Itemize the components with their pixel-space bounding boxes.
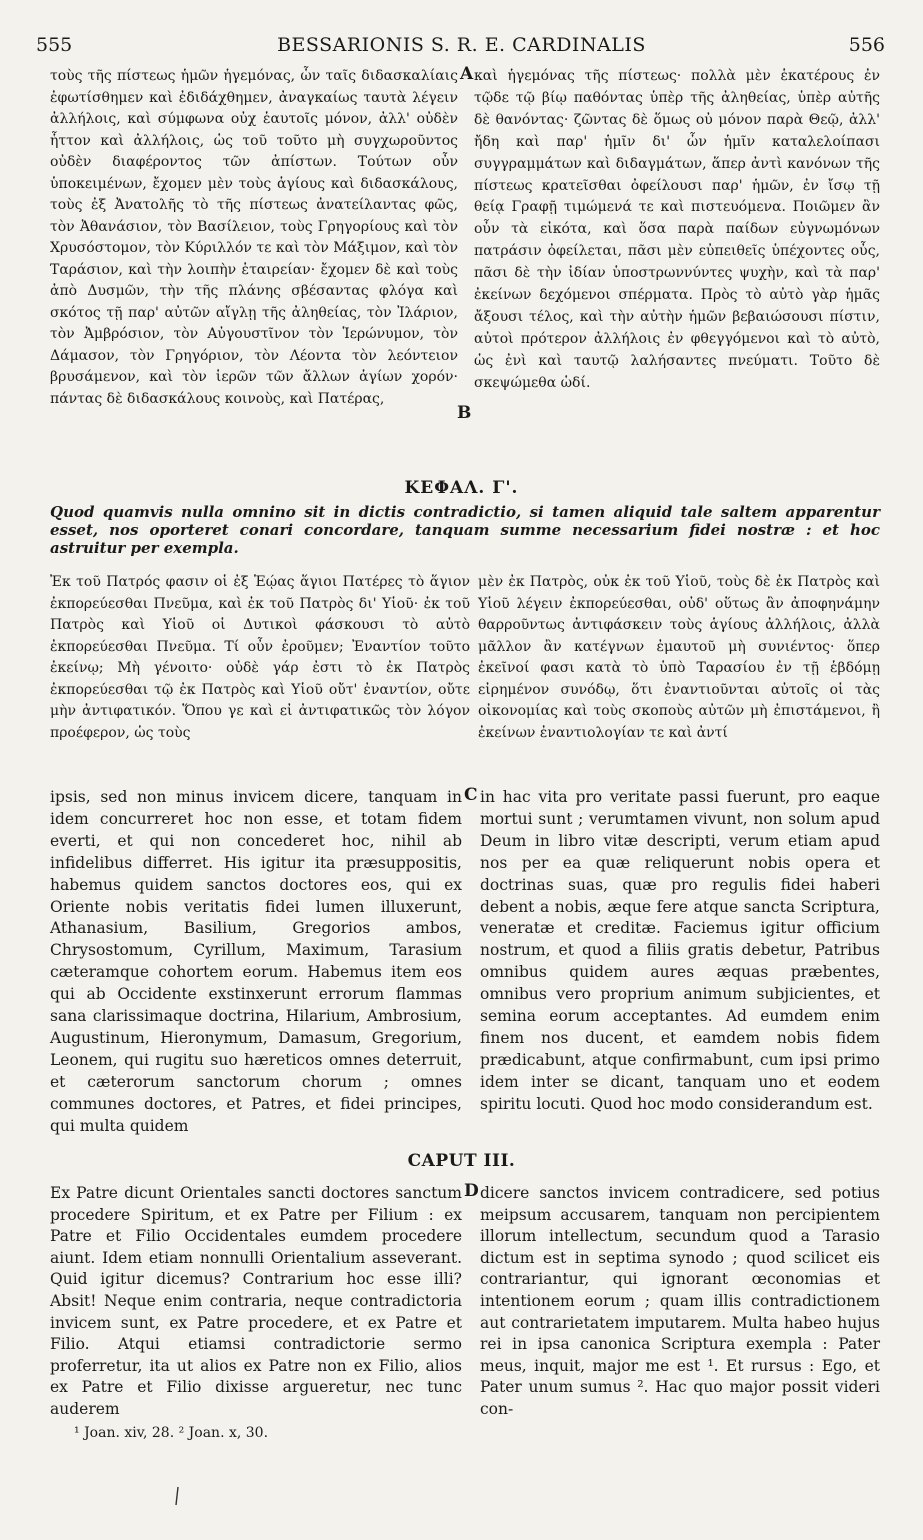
ink-stroke-mark <box>174 1486 180 1506</box>
greek-chapter-column-left: Ἐκ τοῦ Πατρός φασιν οἱ ἐξ Ἑῴας ἅγιοι Πατέρες τὸ ἅγιον ἐκπορεύεσθαι Πνεῦμα, καὶ ἐκ τοῦ Πατρὸς δι' Υἱοῦ· ἐκ τοῦ Πατρὸς καὶ Υἱοῦ οἱ Δυτικοὶ φάσκουσι τὸ αὐτὸ ἐκπορεύεσθαι Πνεῦμα. Τί οὖν ἐροῦμεν; Ἐναντίον τοῦτο ἐκείνῳ; Μὴ γένοιτο· οὐδὲ γάρ ἐστι τὸ ἐκ Πατρὸς ἐκπορεύεσθαι τῷ ἐκ Πατρὸς καὶ Υἱοῦ οὔτ' ἐναντίον, οὔτε μὴν ἀντιφατικόν. Ὅπου γε καὶ εἰ ἀντιφατικῶς τὸν λόγον προέφερον, ὡς τοὺς <box>50 574 470 741</box>
footnotes: ¹ Joan. xiv, 28. ² Joan. x, 30. <box>74 1425 269 1441</box>
margin-marker-d: D <box>464 1181 479 1201</box>
page-number-left: 555 <box>36 34 73 56</box>
margin-marker-b: B <box>457 403 472 423</box>
greek-text-column-right: καὶ ἡγεμόνας τῆς πίστεως· πολλὰ μὲν ἑκατέρους ἐν τῷδε τῷ βίῳ παθόντας ὑπὲρ τῆς ἀληθείας, ὑπὲρ αὐτῆς δὲ θανόντας· ζῶντας δὲ ὅμως οὐ μόνον παρὰ Θεῷ, ἀλλ' ἤδη καὶ παρ' ἡμῖν δι' ὧν ἡμῖν καταλελοίπασι συγγραμμάτων καὶ διδαγμάτων, ἅπερ ἀντὶ κανόνων τῆς πίστεως κρατεῖσθαι ὀφείλουσι παρ' ἡμῶν, ἐν ἴσῳ τῇ θείᾳ Γραφῇ τιμώμενά τε καὶ πιστευόμενα. Ποιῶμεν ἂν οὖν τὰ εἰκότα, καὶ ὅσα παρὰ παίδων εὐγνωμόνων πατράσιν ὀφείλεται, πᾶσι μὲν εὐπειθεῖς ὑπέχοντες οὖς, πᾶσι δὲ τὴν ἰδίαν ὑποστρωννύντες ψυχὴν, καὶ τὰ παρ' ἐκείνων δεχόμενοι σπέρματα. Πρὸς τὸ αὐτὸ γὰρ ἡμᾶς ἄξουσι τέλος, καὶ τὴν αὐτὴν ἡμῶν βεβαιώσουσι πίστιν, αὐτοὶ πρότερον ἀλλήλοις ἐν φθεγγόμενοι καὶ τὸ αὐτὸ, ὡς ἐνὶ καὶ ταυτῷ λαλήσαντες πνεύματι. Τοῦτο δὲ σκεψώμεθα ὡδί. <box>474 68 880 391</box>
caput-heading: CAPUT III. <box>407 1151 516 1171</box>
latin-text-column-right: in hac vita pro veritate passi fuerunt, pro eaque mortui sunt ; verumtamen vivunt, non solum apud Deum in libro vitæ descripti, verum etiam apud nos per ea quæ reliquerunt nobis opera et doctrinas suas, quæ pro regulis fidei haberi debent a nobis, æque fere atque sancta Scriptura, veneratæ et creditæ. Faciemus igitur officium nostrum, et quod a filiis gratis debetur, Patribus omnibus quidem aures æquas præbentes, omnibus vero proprium animum subjicientes, et semina eorum acceptantes. Ad eumdem enim finem nos ducent, et eamdem nobis fidem prædicabunt, atque confirmabunt, cum ipsi primo idem inter se dicant, tanquam uno et eodem spiritu locuti. Quod hoc modo considerandum est. <box>480 788 880 1113</box>
margin-marker-c: C <box>464 785 478 805</box>
kefalaion-heading: ΚΕΦΑΛ. Γ'. <box>404 478 519 498</box>
greek-text-column-left: τοὺς τῆς πίστεως ἡμῶν ἡγεμόνας, ὧν ταῖς διδασκαλίαις ἐφωτίσθημεν καὶ ἐδιδάχθημεν, ἀναγκαίως ταυτὰ λέγειν ἀλλήλοις, καὶ σύμφωνα οὐχ ἑαυτοῖς μόνον, ἀλλ' οὐδὲν ἧττον καὶ ἀλλήλοις, ὡς τοῦ τοῦτο μὴ συγχωροῦντος οὐδὲν διαφέροντος τῶν ἀπίστων. Τούτων οὖν ὑποκειμένων, ἔχομεν μὲν τοὺς ἁγίους καὶ διδασκάλους, τοὺς ἐξ Ἀνατολῆς τὸ τῆς πίστεως ἀνατείλαντας φῶς, τὸν Ἀθανάσιον, τὸν Βασίλειον, τοὺς Γρηγορίους καὶ τὸν Χρυσόστομον, τὸν Κύριλλόν τε καὶ τὸν Μάξιμον, καὶ τὸν Ταράσιον, καὶ τὴν λοιπὴν ἑταιρείαν· ἔχομεν δὲ καὶ τοὺς ἀπὸ Δυσμῶν, τὴν τῆς πλάνης σβέσαντας φλόγα καὶ σκότος τῇ παρ' αὐτῶν αἴγλῃ τῆς ἀληθείας, τὸν Ἰλάριον, τὸν Ἀμβρόσιον, τὸν Αὐγουστῖνον τὸν Ἱερώνυμον, τὸν Δάμασον, τὸν Γρηγόριον, τὸν Λέοντα τὸν λεόντειον βρυσάμενον, καὶ τὸν ἱερῶν τῶν ἄλλων ἁγίων χορόν· πάντας δὲ διδασκάλους κοινοὺς, καὶ Πατέρας, <box>50 68 458 407</box>
latin-text-column-left: ipsis, sed non minus invicem dicere, tanquam in idem concurreret hoc non esse, et totam fidem everti, et qui non concederet hoc, nihil ab infidelibus differret. His igitur ita præsuppositis, habemus quidem sanctos doctores eos, qui ex Oriente nobis veritatis fidei lumen illuxerunt, Athanasium, Basilium, Gregorios ambos, Chrysostomum, Cyrillum, Maximum, Tarasium cæteramque cohortem eorum. Habemus item eos qui ab Occidente exstinxerunt errorum flammas sana clarissimaque doctrina, Hilarium, Ambrosium, Augustinum, Hieronymum, Damasum, Gregorium, Leonem, qui rugitu suo hæreticos omnes deterruit, et cæterorum sanctorum chorum ; omnes communes doctores, et Patres, et fidei principes, qui multa quidem <box>50 788 462 1135</box>
page-number-right: 556 <box>848 34 885 56</box>
latin-chapter-column-right: dicere sanctos invicem contradicere, sed potius meipsum accusarem, tanquam non percipientem illorum intellectum, secundum quod a Tarasio dictum est in septima synodo ; quod scilicet eis contrariantur, qui ignorant œconomias et intentionem eorum ; quam illis contradictionem aut contrarietatem imputarem. Multa habeo hujus rei in ipsa canonica Scriptura exempla : Pater meus, inquit, major me est ¹. Et rursus : Ego, et Pater unum sumus ². Hac quo major possit videri con- <box>480 1184 880 1418</box>
greek-chapter-column-right: μὲν ἐκ Πατρὸς, οὐκ ἐκ τοῦ Υἱοῦ, τοὺς δὲ ἐκ Πατρὸς καὶ Υἱοῦ λέγειν ἐκπορεύεσθαι, οὐδ' οὕτως ἂν ἀποφηνάμην θαρροῦντως ἀντιφάσκειν τοὺς ἁγίους ἀλλήλοις, ἀλλὰ μᾶλλον ἂν κατέγνων ἐμαυτοῦ μὴ συνιέντος· ὅπερ ἐκεῖνοί φασι κατὰ τὸ ὑπὸ Ταρασίου ἐν τῇ ἑβδόμῃ εἰρημένον συνόδῳ, ὅτι ἐναντιοῦνται αὐτοῖς οἱ τὰς οἰκονομίας καὶ τοὺς σκοποὺς αὐτῶν μὴ ἐπιστάμενοι, ἢ ἐκείνων ἐναντιολογίαν τε καὶ ἀντί <box>478 574 880 741</box>
latin-chapter-column-left: Ex Patre dicunt Orientales sancti doctores sanctum procedere Spiritum, et ex Patre per Filium : ex Patre et Filio Occidentales eumdem procedere aiunt. Idem etiam nonnulli Orientalium asseverant. Quid igitur dicemus? Contrarium hoc esse illi? Absit! Neque enim contraria, neque contradictoria invicem sunt, ex Patre procedere, et ex Patre et Filio. Atqui etiamsi contradictorie sermo proferretur, ita ut alios ex Patre non ex Filio, alios ex Patre et Filio dixisse argueretur, nec tunc auderem <box>50 1184 462 1418</box>
running-header <box>28 34 895 56</box>
chapter-summary: Quod quamvis nulla omnino sit in dictis contradictio, si tamen aliquid tale saltem apparentur esset, nos oporteret conari concordare, tanquam summe necessarium fidei nostræ : et hoc astruitur per exempla. <box>50 503 880 557</box>
running-title: BESSARIONIS S. R. E. CARDINALIS <box>277 34 646 56</box>
margin-marker-a: A <box>460 64 474 84</box>
